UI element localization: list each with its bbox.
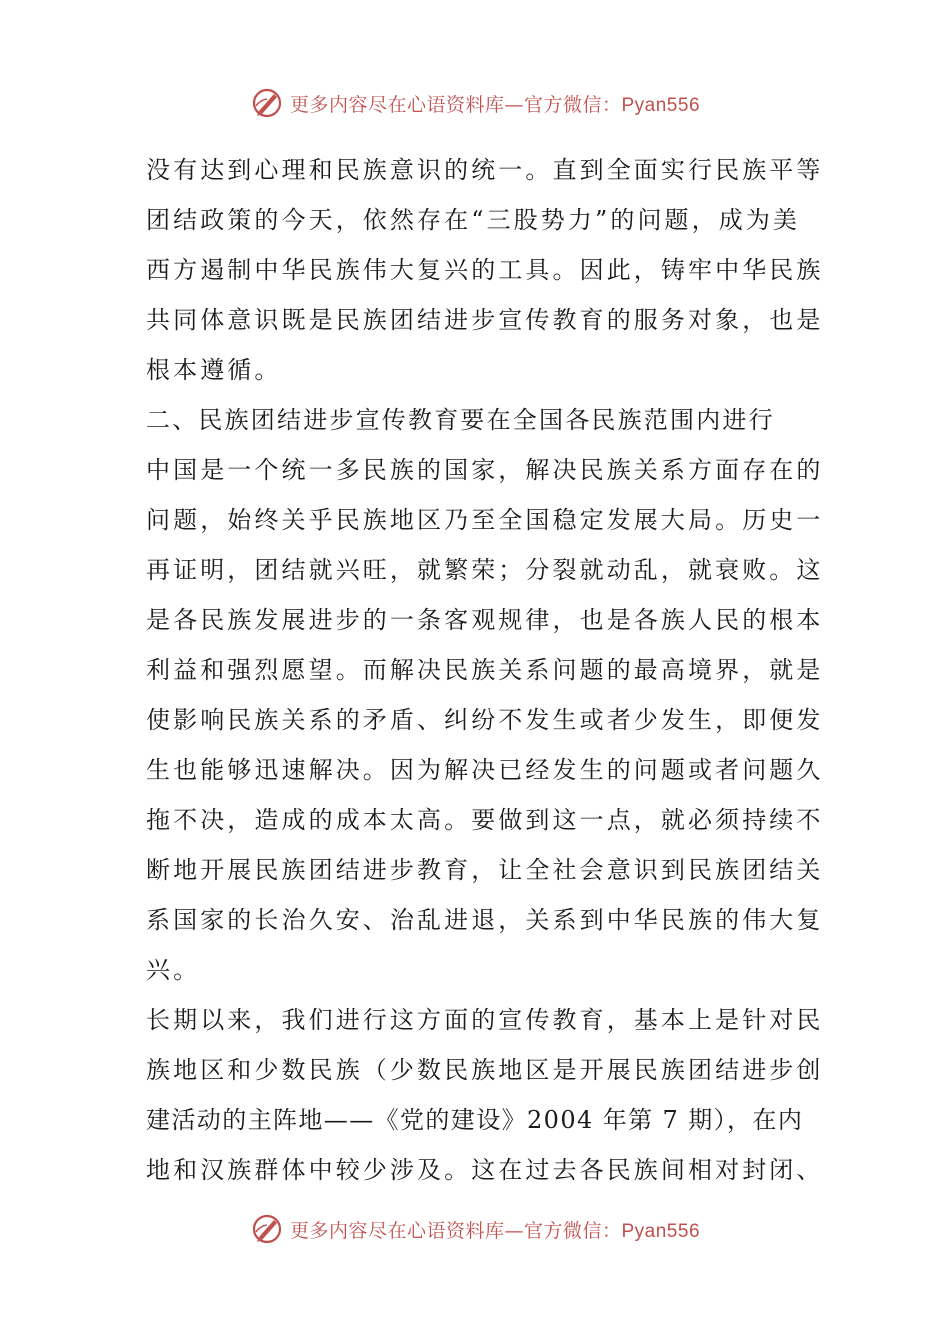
- body-line: 生也能够迅速解决。因为解决已经发生的问题或者问题久: [146, 756, 824, 784]
- body-line: 利益和强烈愿望。而解决民族关系问题的最高境界，就是: [146, 656, 824, 684]
- body-line: 问题，始终关乎民族地区乃至全国稳定发展大局。历史一: [146, 506, 824, 534]
- body-line: 兴。: [146, 956, 201, 984]
- header-banner-text: 更多内容尽在心语资料库—官方微信：Pyan556: [289, 93, 701, 116]
- body-line: 使影响民族关系的矛盾、纠纷不发生或者少发生，即便发: [146, 706, 824, 734]
- pen-logo-icon: [250, 1212, 284, 1246]
- body-line-citation: 建活动的主阵地——《党的建设》2004 年第 7 期），在内: [146, 1106, 804, 1134]
- body-line: 族地区和少数民族（少数民族地区是开展民族团结进步创: [146, 1056, 824, 1084]
- body-line: 西方遏制中华民族伟大复兴的工具。因此，铸牢中华民族: [146, 256, 824, 284]
- body-line: 是各民族发展进步的一条客观规律，也是各族人民的根本: [146, 606, 824, 634]
- body-line: 根本遵循。: [146, 356, 282, 384]
- body-line: 团结政策的今天，依然存在“三股势力”的问题，成为美: [146, 206, 801, 234]
- body-line: 共同体意识既是民族团结进步宣传教育的服务对象，也是: [146, 306, 824, 334]
- document-body: [146, 145, 824, 1195]
- header-banner: [0, 83, 950, 123]
- pen-logo-icon: [250, 86, 284, 120]
- body-line: 再证明，团结就兴旺，就繁荣；分裂就动乱，就衰败。这: [146, 556, 824, 584]
- footer-banner-text: 更多内容尽在心语资料库—官方微信：Pyan556: [289, 1219, 701, 1242]
- body-line: 拖不决，造成的成本太高。要做到这一点，就必须持续不: [146, 806, 824, 834]
- body-line: 断地开展民族团结进步教育，让全社会意识到民族团结关: [146, 856, 824, 884]
- body-line: 没有达到心理和民族意识的统一。直到全面实行民族平等: [146, 156, 824, 184]
- body-line: 中国是一个统一多民族的国家，解决民族关系方面存在的: [146, 456, 824, 484]
- header-wechat-id: Pyan556: [621, 94, 701, 116]
- body-line: 长期以来，我们进行这方面的宣传教育，基本上是针对民: [146, 1006, 824, 1034]
- section-heading: 二、民族团结进步宣传教育要在全国各民族范围内进行: [146, 406, 775, 434]
- footer-wechat-id: Pyan556: [621, 1220, 701, 1242]
- body-line: 系国家的长治久安、治乱进退，关系到中华民族的伟大复: [146, 906, 824, 934]
- body-line: 地和汉族群体中较少涉及。这在过去各民族间相对封闭、: [146, 1156, 824, 1184]
- footer-banner: [0, 1209, 950, 1249]
